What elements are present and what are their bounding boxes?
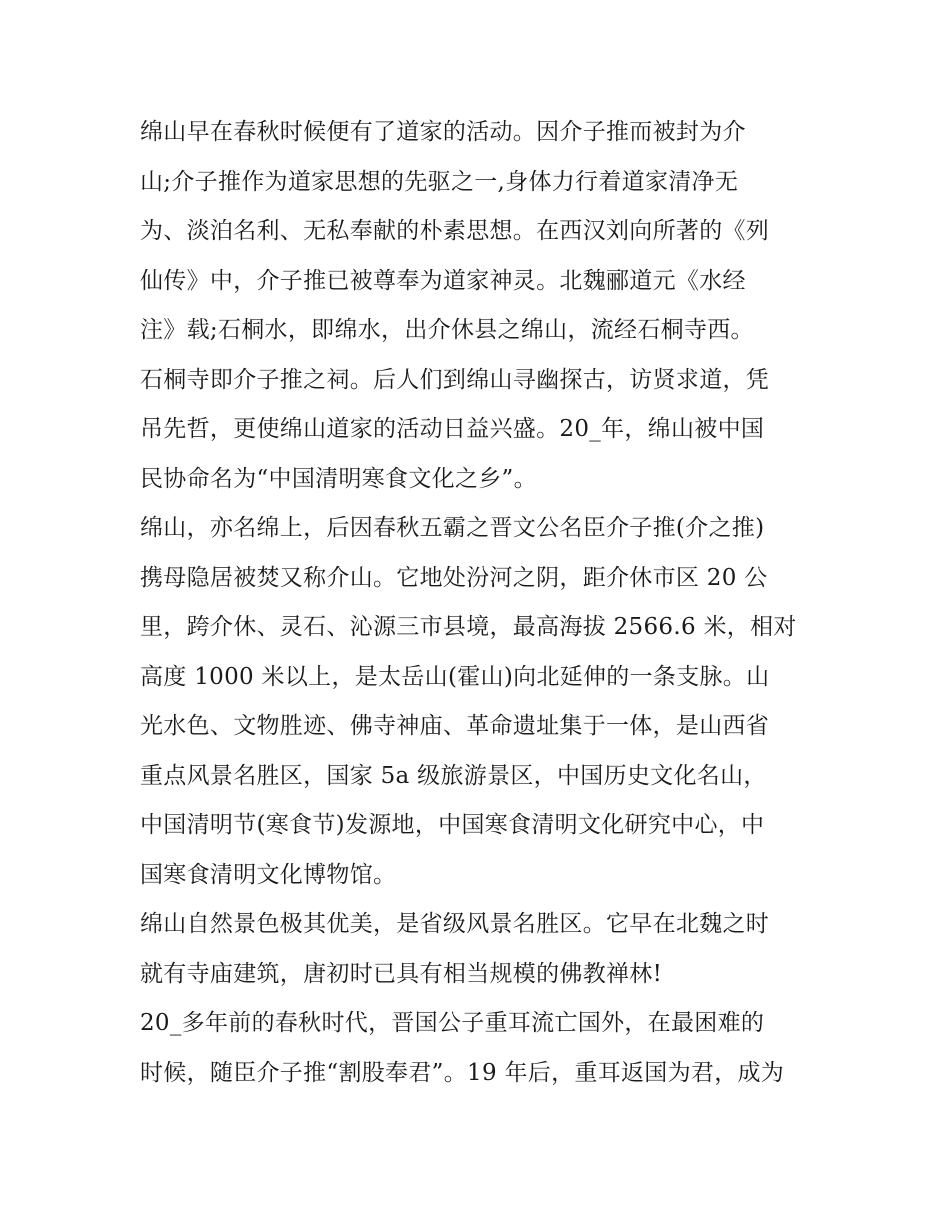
body-text xyxy=(140,108,820,1098)
text-line: 绵山早在春秋时候便有了道家的活动。因介子推而被封为介 xyxy=(140,119,746,145)
text-line: 为、淡泊名利、无私奉献的朴素思想。在西汉刘向所著的《列 xyxy=(140,218,770,244)
text-line: 吊先哲，更使绵山道家的活动日益兴盛。20_年，绵山被中国 xyxy=(140,416,765,442)
text-line: 仙传》中，介子推已被尊奉为道家神灵。北魏郦道元《水经 xyxy=(140,267,746,294)
text-line: 时候，随臣介子推“割股奉君”。19 年后，重耳返国为君，成为 xyxy=(140,1059,785,1086)
text-line: 20_多年前的春秋时代，晋国公子重耳流亡国外，在最困难的 xyxy=(140,1010,765,1036)
text-line: 山;介子推作为道家思想的先驱之一,身体力行着道家清净无 xyxy=(140,168,739,195)
text-line: 绵山自然景色极其优美，是省级风景名胜区。它早在北魏之时 xyxy=(140,911,770,937)
text-line: 注》载;石桐水，即绵水，出介休县之绵山，流经石桐寺西。 xyxy=(140,317,754,343)
text-line: 国寒食清明文化博物馆。 xyxy=(140,861,397,888)
text-line: 就有寺庙建筑，唐初时已具有相当规模的佛教禅林! xyxy=(140,960,663,987)
text-line: 高度 1000 米以上，是太岳山(霍山)向北延伸的一条支脉。山 xyxy=(140,663,770,690)
text-line: 民协命名为“中国清明寒食文化之乡”。 xyxy=(140,465,537,492)
text-line: 携母隐居被焚又称介山。它地处汾河之阴，距介休市区 20 公 xyxy=(140,564,768,591)
text-line: 绵山，亦名绵上，后因春秋五霸之晋文公名臣介子推(介之推) xyxy=(140,515,765,541)
text-line: 里，跨介休、灵石、沁源三市县境，最高海拔 2566.6 米，相对 xyxy=(140,614,797,640)
text-line: 光水色、文物胜迹、佛寺神庙、革命遗址集于一体，是山西省 xyxy=(140,713,770,739)
text-line: 中国清明节(寒食节)发源地，中国寒食清明文化研究中心，中 xyxy=(140,812,765,838)
text-line: 石桐寺即介子推之祠。后人们到绵山寻幽探古，访贤求道，凭 xyxy=(140,366,770,393)
text-line: 重点风景名胜区，国家 5a 级旅游景区，中国历史文化名山， xyxy=(140,762,767,789)
